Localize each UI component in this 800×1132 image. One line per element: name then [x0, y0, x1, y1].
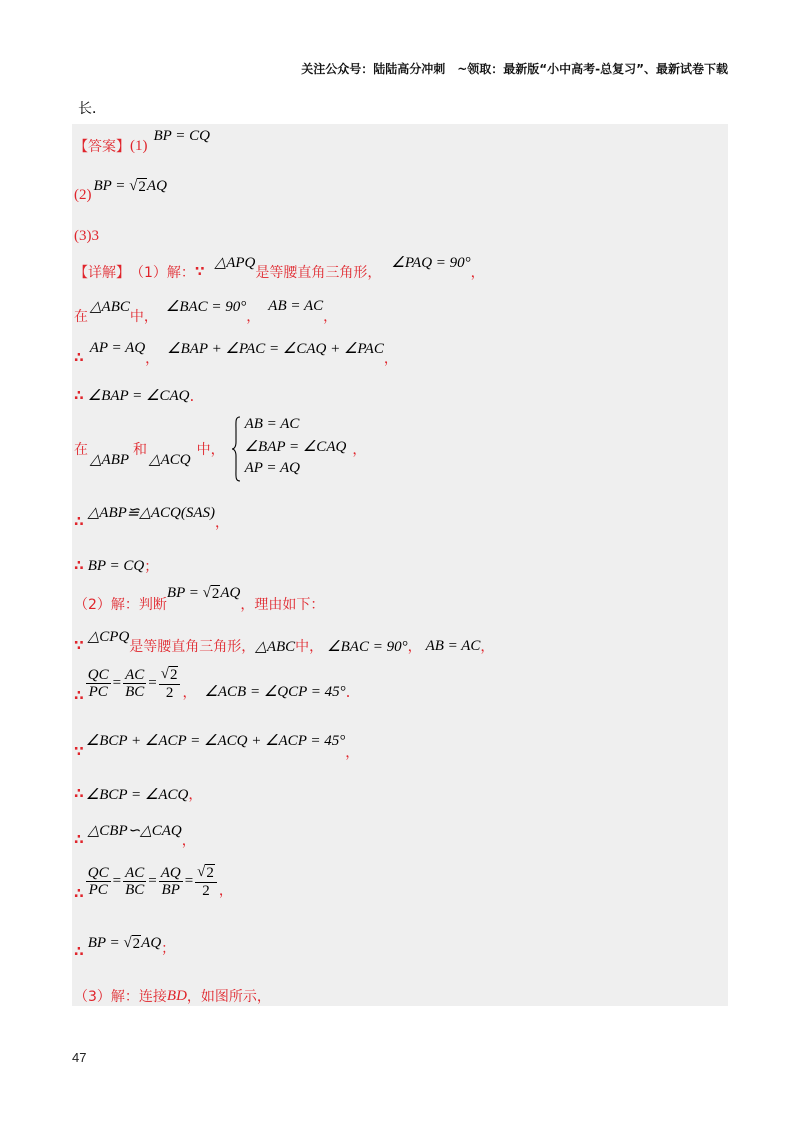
detail-line-13 [74, 820, 196, 849]
detail-line-2 [74, 297, 338, 326]
comma: ， [215, 515, 230, 531]
comma: ， [383, 351, 398, 367]
triangle-apq: △APQ [214, 254, 256, 271]
therefore-symbol: ∴ [74, 558, 84, 574]
semicolon: ； [144, 559, 159, 575]
answer-2-number: (2) [74, 186, 92, 203]
triangle-acq: △ACQ [149, 451, 191, 468]
comma: ， [407, 639, 422, 655]
ab-eq-ac: AB = AC [268, 297, 324, 314]
therefore-symbol: ∴ [74, 944, 84, 960]
page-number: 47 [72, 1050, 87, 1065]
because-symbol: ∵ [74, 638, 84, 654]
reason-text: ，理由如下： [240, 597, 325, 613]
period: . [189, 386, 195, 405]
answer-3: (3)3 [74, 228, 99, 244]
therefore-symbol: ∴ [74, 687, 84, 704]
detail-line-1 [74, 254, 485, 282]
zhong-text: 中， [129, 309, 158, 325]
comma: ， [246, 309, 261, 325]
detail-label: 【详解】 [74, 265, 130, 281]
isosceles-right-text: 是等腰直角三角形， [255, 265, 382, 281]
comma: ， [218, 882, 233, 899]
detail-line-4 [74, 386, 194, 405]
semicolon: ； [161, 941, 176, 957]
bp-eq-cq: BP = CQ [87, 557, 145, 574]
segment-bd: BD [166, 987, 187, 1004]
isosceles-right-text: 是等腰直角三角形， [129, 639, 256, 655]
therefore-symbol: ∴ [74, 786, 84, 802]
page-header: 关注公众号：陆陆高分冲刺 ~领取：最新版“小中高考-总复习”、最新试卷下载 [301, 62, 728, 76]
part-3-intro: （3）解：连接 [74, 989, 167, 1005]
therefore-symbol: ∴ [74, 885, 84, 902]
congruence-statement: △ABP≌△ACQ(SAS) [87, 504, 216, 521]
angle-acb-qcp: ∠ACB = ∠QCP = 45° [204, 684, 346, 700]
therefore-symbol: ∴ [74, 832, 84, 848]
detail-line-5 [74, 416, 366, 482]
because-symbol: ∵ [74, 744, 84, 760]
detail-line-16 [74, 986, 271, 1006]
answer-1-number: (1) [130, 137, 148, 154]
comma: ， [470, 265, 485, 281]
detail-line-3 [74, 339, 398, 368]
angle-bap-eq-caq: ∠BAP = ∠CAQ [87, 388, 190, 404]
answer-label: 【答案】 [74, 139, 130, 155]
zhong-text: 中， [295, 639, 324, 655]
triangle-abc-2: △ABC [255, 638, 296, 655]
angle-bcp-eq-acq: ∠BCP = ∠ACQ [85, 786, 189, 803]
period: . [345, 682, 351, 701]
detail-line-6 [74, 504, 230, 532]
triangle-abc: △ABC [90, 298, 130, 315]
comma: ， [145, 351, 160, 367]
continued-text: 长． [78, 101, 106, 117]
detail-line-10 [74, 666, 351, 704]
detail-line-14 [74, 864, 233, 902]
comma: ， [352, 442, 367, 458]
detail-line-7 [74, 556, 158, 576]
comma: ， [181, 833, 196, 849]
comma: ， [323, 309, 338, 325]
comma: ， [188, 787, 203, 803]
comma: ， [480, 639, 495, 655]
part-1-intro: （1）解： [130, 265, 195, 281]
bp-sqrt2-aq-result: BP = √ 2 AQ [87, 935, 162, 952]
comma: ， [345, 745, 360, 761]
as-shown-text: ，如图所示， [186, 989, 271, 1005]
answer-2-expression: BP = √ 2 AQ [93, 178, 167, 195]
because-symbol: ∵ [194, 264, 205, 280]
angle-paq: ∠PAQ = 90° [391, 254, 471, 271]
similar-triangles: △CBP∽△CAQ [87, 822, 182, 839]
therefore-symbol: ∴ [74, 514, 84, 530]
detail-line-12 [74, 784, 202, 804]
triangle-abp: △ABP [90, 451, 130, 468]
detail-line-15 [74, 934, 176, 960]
equation-system [231, 416, 347, 482]
answer-part-2 [74, 178, 167, 203]
angle-bac: ∠BAC = 90° [165, 298, 247, 315]
he-text: 和 [133, 442, 148, 458]
detail-line-11 [74, 730, 360, 761]
comma: ， [182, 684, 197, 701]
angle-bac-2: ∠BAC = 90° [327, 638, 408, 655]
ab-eq-ac-2: AB = AC [425, 637, 481, 654]
bp-sqrt2-aq: BP = √ 2 AQ [166, 585, 241, 602]
angle-sum-45: ∠BCP + ∠ACP = ∠ACQ + ∠ACP = 45° [85, 732, 346, 749]
system-row-2: ∠BAP = ∠CAQ [244, 439, 347, 455]
answer-part-3 [74, 228, 99, 245]
zai-text: 在 [74, 442, 88, 458]
part-2-intro: （2）解：判断 [74, 597, 167, 613]
ratio-qc-pc: $\frac{QC}{PC}$ = $\frac{AC}{BC}$ = √ 2 2 [84, 666, 183, 701]
answer-part-1 [74, 127, 211, 156]
therefore-symbol: ∴ [74, 350, 84, 366]
answer-1-expression: BP = CQ [153, 127, 211, 144]
ratio-chain: $\frac{QC}{PC}$ = $\frac{AC}{BC}$ = $\frac{AQ}{BP}$ = √ 2 2 [84, 864, 219, 899]
ap-eq-aq: AP = AQ [89, 339, 146, 356]
angle-sum-equation: ∠BAP + ∠PAC = ∠CAQ + ∠PAC [167, 340, 384, 357]
solution-panel [72, 124, 728, 1006]
system-row-1: AB = AC [244, 416, 300, 432]
zai-text: 在 [74, 309, 88, 325]
therefore-symbol: ∴ [74, 387, 84, 404]
left-brace-icon [231, 416, 241, 482]
system-row-3: AP = AQ [244, 460, 300, 476]
detail-line-8 [74, 585, 325, 614]
triangle-cpq: △CPQ [87, 628, 130, 645]
detail-line-9 [74, 628, 495, 656]
zhong-text: 中， [196, 442, 225, 458]
